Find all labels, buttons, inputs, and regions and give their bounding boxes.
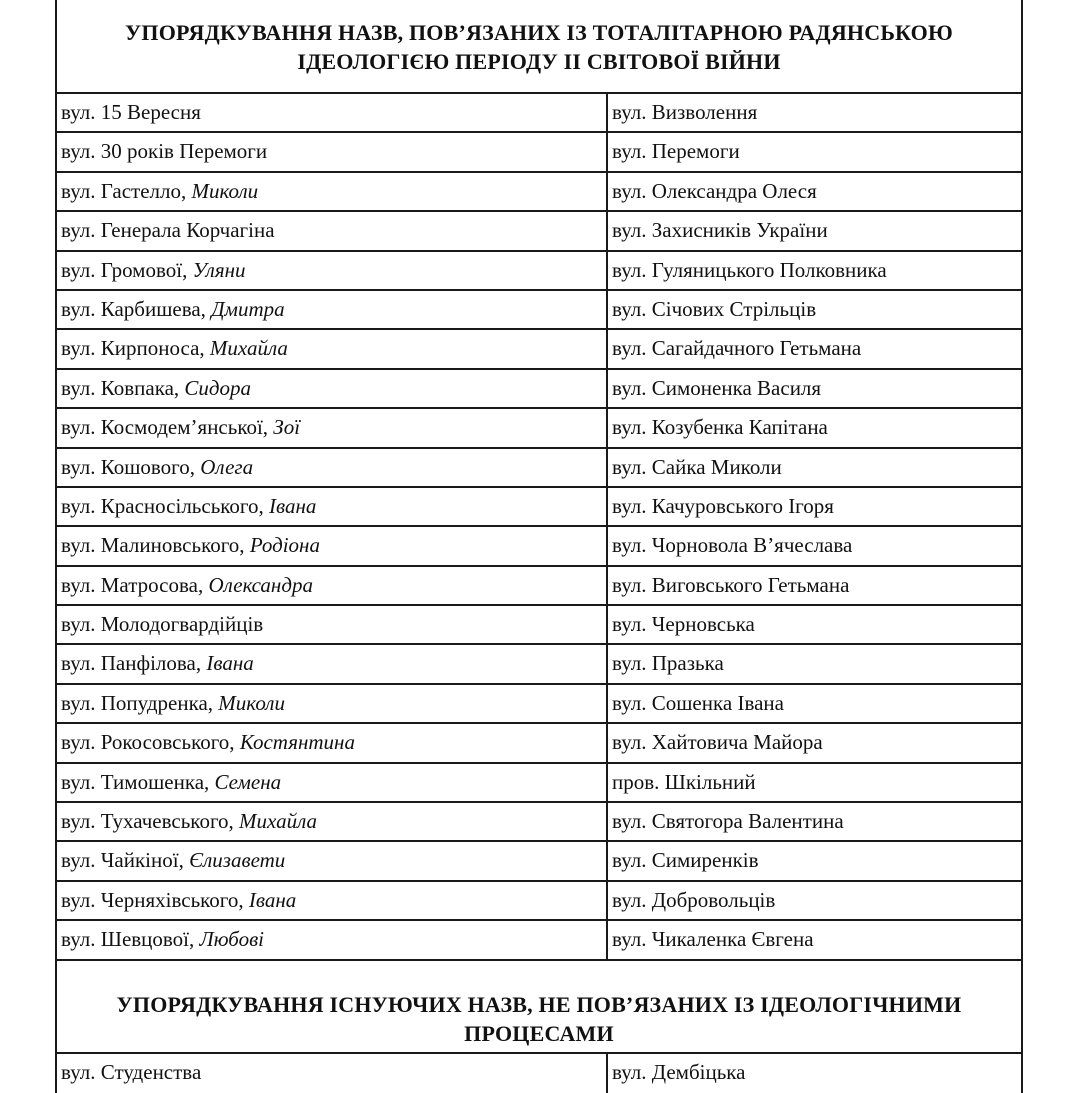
section-title-line-1: УПОРЯДКУВАННЯ ІСНУЮЧИХ НАЗВ, НЕ ПОВ’ЯЗАНИХ ІЗ ІДЕОЛОГІЧНИМИ	[116, 991, 962, 1017]
old-street-name: вул. Гастелло,	[61, 178, 187, 203]
new-name-cell: вул. Січових Стрільців	[612, 296, 817, 321]
old-name-cell	[57, 685, 608, 722]
old-name-cell	[57, 330, 608, 367]
old-name-cell	[57, 803, 608, 840]
old-name-cell	[57, 724, 608, 761]
old-street-name: вул. Панфілова,	[61, 651, 202, 676]
new-name-cell: вул. Симоненка Василя	[612, 375, 822, 400]
old-name-cell	[57, 252, 608, 289]
old-street-name: вул. Красносільського,	[61, 493, 264, 518]
old-given-name: Зої	[273, 415, 301, 440]
old-name-cell	[57, 645, 608, 682]
table-row	[57, 94, 1021, 133]
old-name-cell	[57, 606, 608, 643]
table-row	[57, 527, 1021, 566]
section-title-line-1: УПОРЯДКУВАННЯ НАЗВ, ПОВ’ЯЗАНИХ ІЗ ТОТАЛІТАРНОЮ РАДЯНСЬКОЮ	[125, 20, 953, 45]
section-title-ideology	[57, 0, 1021, 94]
old-name-cell	[57, 882, 608, 919]
new-name-cell: вул. Козубенка Капітана	[612, 415, 828, 440]
old-street-name: вул. Карбишева,	[61, 296, 206, 321]
old-street-name: вул. Молодогвардійців	[61, 612, 264, 637]
new-name-cell: вул. Черновська	[612, 612, 755, 637]
old-street-name: вул. Матросова,	[61, 572, 204, 597]
new-name-cell: вул. Олександра Олеся	[612, 178, 817, 203]
old-given-name: Олега	[200, 454, 254, 479]
new-name-cell: вул. Чорновола В’ячеслава	[612, 533, 853, 558]
old-street-name: вул. Космодем’янської,	[61, 415, 269, 440]
old-given-name: Уляни	[192, 257, 246, 282]
old-name-cell	[57, 567, 608, 604]
old-given-name: Родіона	[249, 533, 320, 558]
old-street-name: вул. Генерала Корчагіна	[61, 218, 275, 243]
old-given-name: Костянтина	[239, 730, 355, 755]
old-street-name: вул. Студенства	[61, 1059, 202, 1084]
old-street-name: вул. Чайкіної,	[61, 848, 184, 873]
old-street-name: вул. Малиновського,	[61, 533, 245, 558]
ideology-rows	[57, 94, 1021, 961]
old-name-cell	[57, 764, 608, 801]
old-name-cell	[57, 94, 608, 131]
old-name-cell	[57, 370, 608, 407]
old-given-name: Єлизавети	[189, 848, 286, 873]
old-street-name: вул. Громової,	[61, 257, 188, 282]
new-name-cell: вул. Симиренків	[612, 848, 759, 873]
new-name-cell: вул. Сайка Миколи	[612, 454, 782, 479]
new-name-cell: вул. Захисників України	[612, 218, 828, 243]
table-row	[57, 645, 1021, 684]
non-ideological-rows	[57, 1054, 1021, 1093]
old-street-name: вул. Попудренка,	[61, 690, 214, 715]
table-row	[57, 724, 1021, 763]
old-street-name: вул. Кирпоноса,	[61, 336, 205, 361]
table-row	[57, 567, 1021, 606]
old-street-name: вул. Черняхівського,	[61, 887, 244, 912]
new-name-cell: вул. Сагайдачного Гетьмана	[612, 336, 862, 361]
old-given-name: Семена	[214, 769, 282, 794]
old-name-cell	[57, 212, 608, 249]
new-name-cell: вул. Празька	[612, 651, 724, 676]
section-title-line-2: ІДЕОЛОГІЄЮ ПЕРІОДУ ІІ СВІТОВОЇ ВІЙНИ	[297, 49, 781, 74]
old-name-cell	[57, 488, 608, 525]
table-row	[57, 291, 1021, 330]
renaming-table	[55, 0, 1023, 1093]
old-given-name: Олександра	[208, 572, 313, 597]
new-name-cell: вул. Святогора Валентина	[612, 809, 844, 834]
new-name-cell: вул. Гуляницького Полковника	[612, 257, 887, 282]
old-given-name: Івана	[269, 493, 317, 518]
old-given-name: Івана	[206, 651, 254, 676]
table-row	[57, 409, 1021, 448]
old-given-name: Дмитра	[211, 296, 285, 321]
table-row	[57, 842, 1021, 881]
table-row	[57, 803, 1021, 842]
old-name-cell	[57, 921, 608, 958]
old-given-name: Івана	[248, 887, 297, 912]
new-name-cell: вул. Перемоги	[612, 139, 740, 164]
old-street-name: вул. Рокосовського,	[61, 730, 235, 755]
new-name-cell: пров. Шкільний	[612, 769, 756, 794]
table-row	[57, 882, 1021, 921]
table-row	[57, 133, 1021, 172]
old-street-name: вул. Кошового,	[61, 454, 195, 479]
new-name-cell: вул. Чикаленка Євгена	[612, 927, 814, 952]
old-given-name: Миколи	[218, 690, 285, 715]
table-row	[57, 449, 1021, 488]
old-street-name: вул. Тимошенка,	[61, 769, 210, 794]
table-row	[57, 252, 1021, 291]
new-name-cell: вул. Добровольців	[612, 887, 776, 912]
old-name-cell	[57, 842, 608, 879]
old-name-cell	[57, 133, 608, 170]
new-name-cell: вул. Виговського Гетьмана	[612, 572, 850, 597]
new-name-cell: вул. Сошенка Івана	[612, 690, 784, 715]
new-name-cell: вул. Дембіцька	[612, 1059, 746, 1084]
table-row	[57, 212, 1021, 251]
old-name-cell	[57, 173, 608, 210]
old-street-name: вул. Шевцової,	[61, 927, 195, 952]
table-row	[57, 330, 1021, 369]
old-name-cell	[57, 449, 608, 486]
table-row	[57, 1054, 1021, 1093]
old-name-cell	[57, 409, 608, 446]
old-street-name: вул. Ковпака,	[61, 375, 180, 400]
old-given-name: Миколи	[191, 178, 259, 203]
section-title-line-2: ПРОЦЕСАМИ	[464, 1020, 614, 1046]
new-name-cell: вул. Качуровського Ігоря	[612, 493, 834, 518]
old-street-name: вул. 30 років Перемоги	[61, 139, 268, 164]
table-row	[57, 173, 1021, 212]
old-given-name: Любові	[199, 927, 265, 952]
section-title-non-ideological	[57, 961, 1021, 1054]
old-street-name: вул. 15 Вересня	[61, 100, 201, 124]
table-row	[57, 764, 1021, 803]
new-name-cell: вул. Хайтовича Майора	[612, 730, 823, 755]
old-name-cell	[57, 291, 608, 328]
old-name-cell	[57, 1054, 608, 1093]
new-name-cell: вул. Визволення	[612, 100, 758, 124]
old-name-cell	[57, 527, 608, 564]
table-row	[57, 685, 1021, 724]
old-given-name: Сидора	[184, 375, 252, 400]
old-given-name: Михайла	[239, 809, 317, 834]
table-row	[57, 606, 1021, 645]
table-row	[57, 921, 1021, 960]
old-street-name: вул. Тухачевського,	[61, 809, 234, 834]
table-row	[57, 488, 1021, 527]
old-given-name: Михайла	[209, 336, 288, 361]
table-row	[57, 370, 1021, 409]
